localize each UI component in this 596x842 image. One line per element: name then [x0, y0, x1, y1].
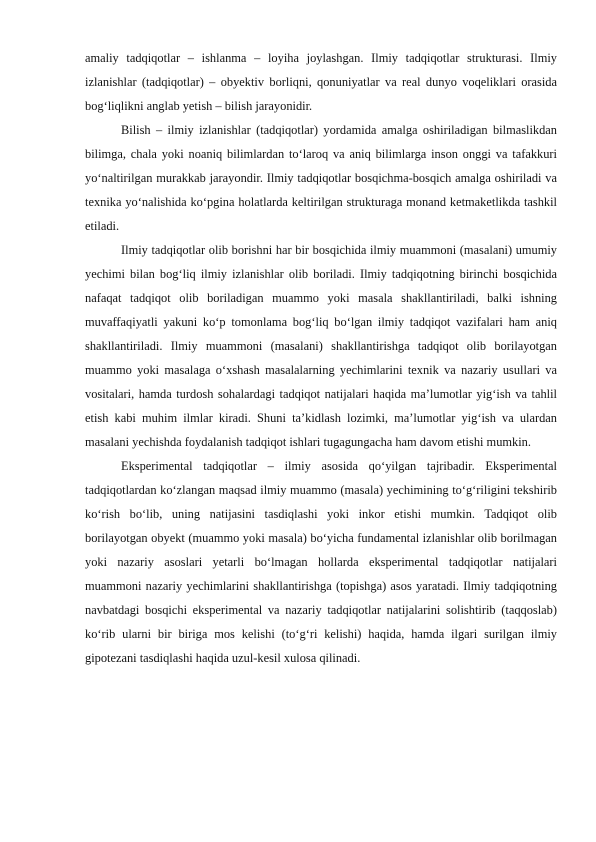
paragraph-2: Bilish – ilmiy izlanishlar (tadqiqotlar) yordamida amalga oshiriladigan bilmaslikdan bilimga, chala yoki noaniq bilimlardan to‘laroq va aniq bilimlarga inson onggi va tafakkuri yo‘naltirilgan murakkab jarayondir. Ilmiy tadqiqotlar bosqichma-bosqich amalga oshiriladi va texnika yo‘nalishida ko‘pgina holatlarda keltirilgan strukturaga monand ketmaketlikda tashkil etiladi.: [85, 123, 557, 233]
paragraph-3: Ilmiy tadqiqotlar olib borishni har bir bosqichida ilmiy muammoni (masalani) umumiy yechimi bilan bog‘liq ilmiy izlanishlar olib boriladi. Ilmiy tadqiqotning birinchi bosqichida nafaqat tadqiqot olib boriladigan muammo yoki masala shakllantiriladi, balki ishning muvaffaqiyatli yakuni ko‘p tomonlama bog‘liq bo‘lgan ilmiy tadqiqot vazifalari ham aniq shakllantiriladi. Ilmiy muammoni (masalani) shakllantirishga tadqiqot olib borilayotgan muammo yoki masalaga o‘xshash masalalarning yechimlarini texnik va nazariy usullari va vositalari, hamda turdosh sohalardagi tadqiqot natijalari haqida ma’lumotlar yig‘ish va tahlil etish kabi muhim ilmlar kiradi. Shuni ta’kidlash lozimki, ma’lumotlar yig‘ish va ulardan masalani yechishda foydalanish tadqiqot ishlari tugagungacha ham davom etishi mumkin.: [85, 243, 557, 449]
paragraph-4: Eksperimental tadqiqotlar – ilmiy asosida qo‘yilgan tajribadir. Eksperimental tadqiqotlardan ko‘zlangan maqsad ilmiy muammo (masala) yechimining to‘g‘riligini tekshirib ko‘rish bo‘lib, uning natijasini tasdiqlashi yoki inkor etishi mumkin. Tadqiqot olib borilayotgan obyekt (muammo yoki masala) bo‘yicha fundamental izlanishlar olib borilmagan yoki nazariy asoslari yetarli bo‘lmagan hollarda eksperimental tadqiqotlar natijalari muammoni nazariy yechimlarini shakllantirishga (topishga) asos yaratadi. Ilmiy tadqiqotning navbatdagi bosqichi eksperimental va nazariy tadqiqotlar natijalarini solishtirib (taqqoslab) ko‘rib ularni bir biriga mos kelishi (to‘g‘ri kelishi) haqida, hamda ilgari surilgan ilmiy gipotezani tasdiqlashi haqida uzul-kesil xulosa qilinadi.: [85, 459, 557, 665]
document-page: [85, 46, 557, 670]
paragraph-1: amaliy tadqiqotlar – ishlanma – loyiha joylashgan. Ilmiy tadqiqotlar strukturasi. Ilmiy izlanishlar (tadqiqotlar) – obyektiv borliqni, qonuniyatlar va real dunyo voqeliklari orasida bog‘liqlikni anglab yetish – bilish jarayonidir.: [85, 51, 557, 113]
